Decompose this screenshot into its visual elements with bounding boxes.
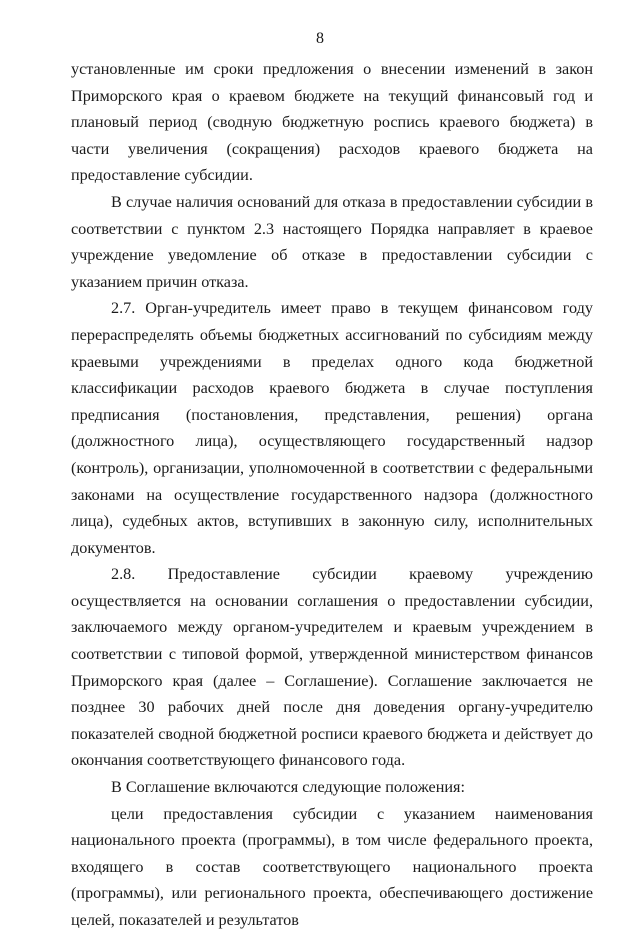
page-number: 8 <box>316 30 324 47</box>
paragraph-2-8: 2.8. Предоставление субсидии краевому учреждению осуществляется на основании соглашения о предоставлении субсидии, заключаемого между органом-учредителем и краевым учреждением в соответствии с типовой формой, утвержденной министерством финансов Приморского края (далее – Соглашение). Соглашение заключается не позднее 30 рабочих дней после дня доведения органу-учредителю показателей сводной бюджетной росписи краевого бюджета и действует до окончания соответствующего финансового года. <box>71 565 593 770</box>
paragraph-refusal-notice: В случае наличия оснований для отказа в предоставлении субсидии в соответствии с пунктом 2.3 настоящего Порядка направляет в краевое учреждение уведомление об отказе в предоставлении субсидии с указанием причин отказа. <box>71 192 593 291</box>
paragraph-agreement-provisions: В Соглашение включаются следующие положения: <box>111 778 465 797</box>
paragraph-2-7: 2.7. Орган-учредитель имеет право в текущем финансовом году перераспределять объемы бюджетных ассигнований по субсидиям между краевыми учреждениями в пределах одного кода бюджетной классификации расходов краевого бюджета в случае поступления предписания (постановления, представления, решения) органа (должностного лица), осуществляющего государственный надзор (контроль), организации, уполномоченной в соответствии с федеральными законами на осуществление государственного надзора (должностного лица), судебных актов, вступивших в законную силу, исполнительных документов. <box>71 299 593 557</box>
document-body <box>71 56 593 934</box>
paragraph-subsidy-goals: цели предоставления субсидии с указанием наименования национального проекта (программы), в том числе федерального проекта, входящего в состав соответствующего национального проекта (программы), или регионального проекта, обеспечивающего достижение целей, показателей и результатов <box>71 804 593 929</box>
paragraph-continuation: установленные им сроки предложения о внесении изменений в закон Приморского края о краевом бюджете на текущий финансовый год и плановый период (сводную бюджетную роспись краевого бюджета) в части увеличения (сокращения) расходов краевого бюджета на предоставление субсидии. <box>71 60 593 185</box>
